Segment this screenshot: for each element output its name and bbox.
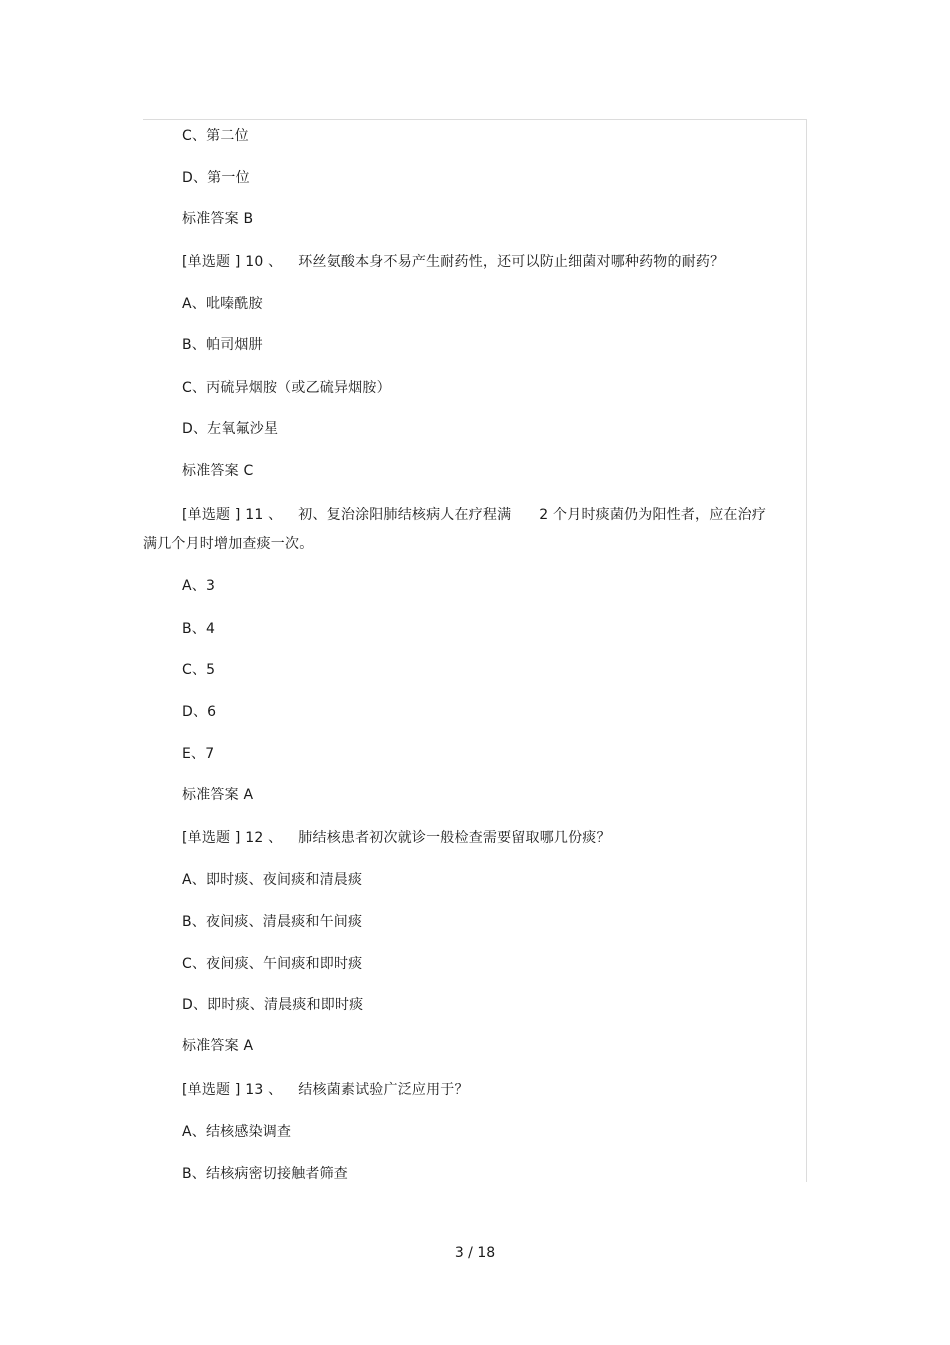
- option-d: D、第一位: [182, 170, 250, 186]
- option-c: C、第二位: [182, 128, 249, 144]
- answer-line: 标准答案 A: [182, 1038, 254, 1054]
- option-a: A、即时痰、夜间痰和清晨痰: [182, 872, 363, 888]
- option-d: D、即时痰、清晨痰和即时痰: [182, 997, 364, 1013]
- option-b: B、结核病密切接触者筛查: [182, 1166, 349, 1182]
- question-text: 肺结核患者初次就诊一般检查需要留取哪几份痰？: [298, 830, 611, 846]
- option-a: A、吡嗪酰胺: [182, 296, 263, 312]
- question-prefix: [单选题 ] 11 、: [182, 507, 283, 523]
- option-d: D、左氧氟沙星: [182, 421, 279, 437]
- page-frame: [143, 119, 807, 1182]
- answer-line: 标准答案 C: [182, 463, 254, 479]
- question-11-continued: 满几个月时增加查痰一次。: [143, 536, 314, 552]
- question-text: 环丝氨酸本身不易产生耐药性，还可以防止细菌对哪种药物的耐药？: [298, 254, 725, 270]
- option-b: B、4: [182, 621, 216, 637]
- answer-line: 标准答案 A: [182, 787, 254, 803]
- option-a: A、3: [182, 578, 216, 594]
- question-10: [182, 253, 724, 271]
- question-text-part1: 初、复治涂阳肺结核病人在疗程满: [298, 507, 512, 523]
- option-e: E、7: [182, 746, 215, 762]
- question-prefix: [单选题 ] 13 、: [182, 1082, 283, 1098]
- question-text-part2: 2 个月时痰菌仍为阳性者，应在治疗: [539, 507, 767, 523]
- option-d: D、6: [182, 704, 217, 720]
- page-number: 3 / 18: [454, 1245, 496, 1261]
- option-c: C、丙硫异烟胺（或乙硫异烟胺）: [182, 380, 391, 396]
- question-prefix: [单选题 ] 12 、: [182, 830, 283, 846]
- question-12: [182, 829, 611, 847]
- option-c: C、夜间痰、午间痰和即时痰: [182, 956, 363, 972]
- option-a: A、结核感染调查: [182, 1124, 292, 1140]
- question-prefix: [单选题 ] 10 、: [182, 254, 283, 270]
- question-13: [182, 1081, 469, 1099]
- answer-line: 标准答案 B: [182, 211, 254, 227]
- option-b: B、夜间痰、清晨痰和午间痰: [182, 914, 363, 930]
- question-text: 结核菌素试验广泛应用于？: [298, 1082, 469, 1098]
- option-b: B、帕司烟肼: [182, 337, 263, 353]
- question-11: [182, 506, 766, 524]
- option-c: C、5: [182, 662, 216, 678]
